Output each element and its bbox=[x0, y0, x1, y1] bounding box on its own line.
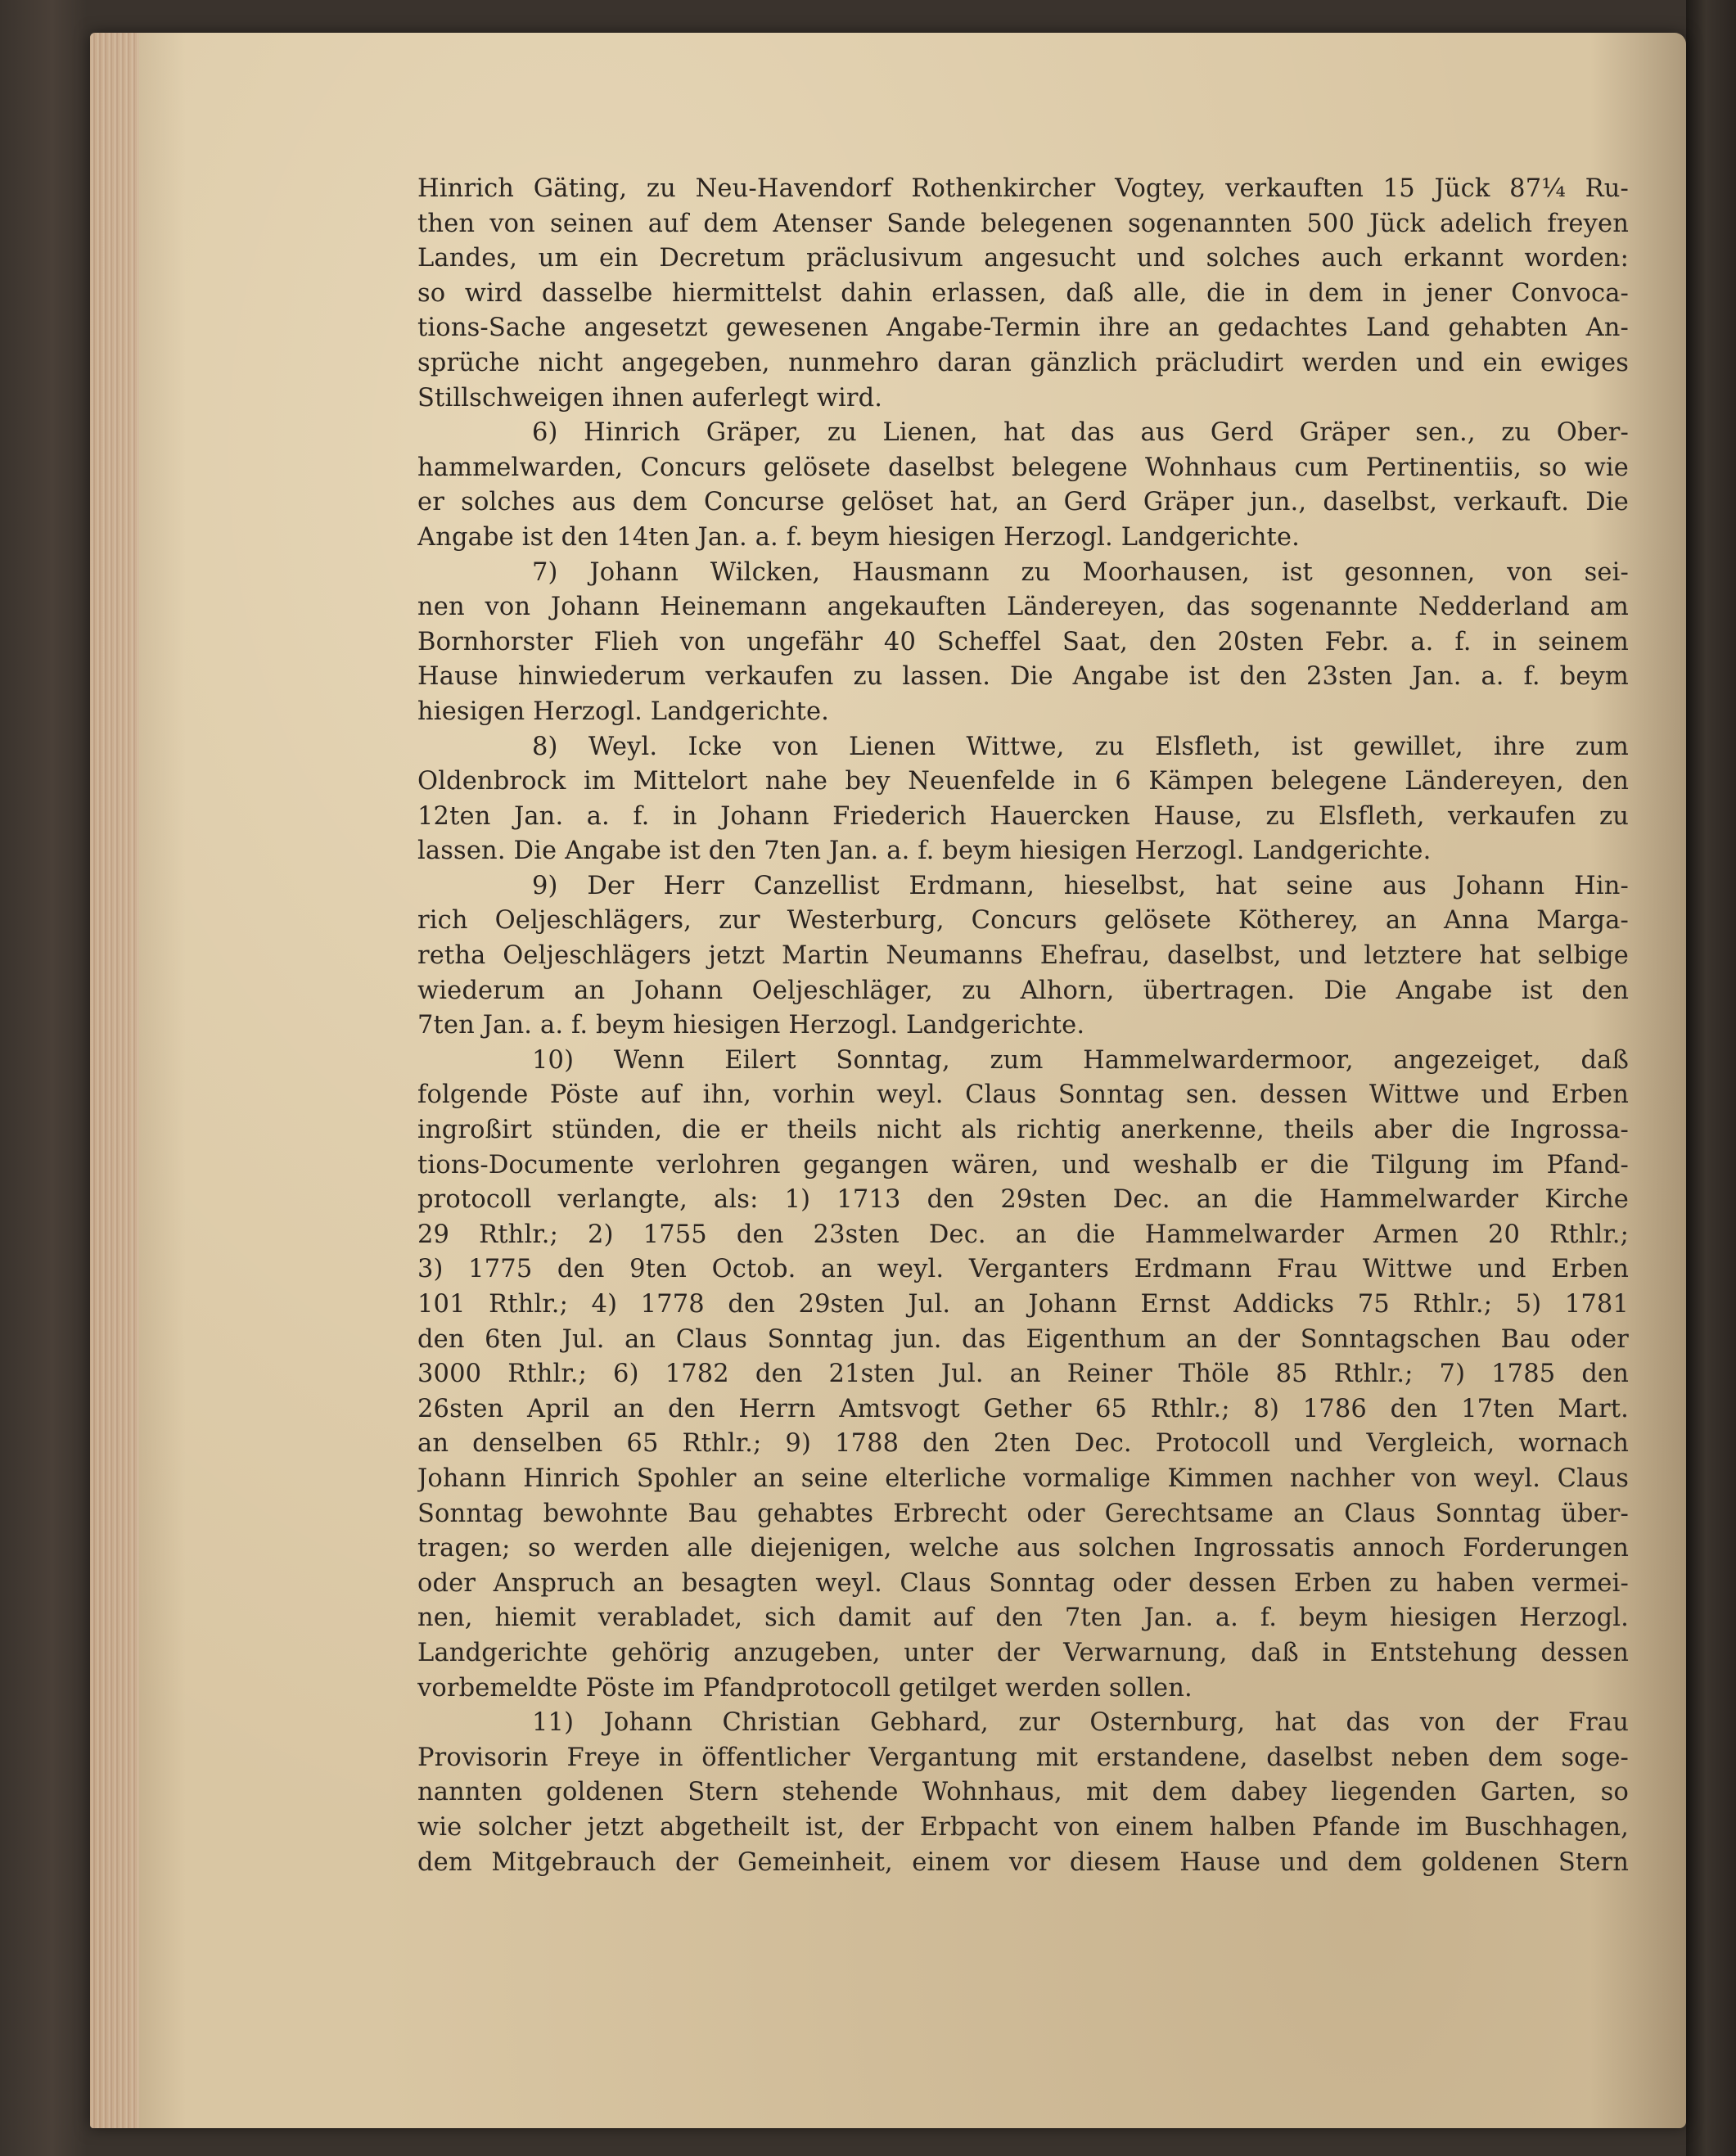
text-line: 11) Johann Christian Gebhard, zur Osternburg, hat das von der Frau bbox=[532, 1708, 1629, 1738]
text-line: then von seinen auf dem Atenser Sande belegenen sogenannten 500 Jück adelich freyen bbox=[417, 209, 1629, 238]
text-line: tions-Documente verlohren gegangen wären, und weshalb er die Tilgung im Pfand- bbox=[417, 1150, 1629, 1179]
text-line: 3000 Rthlr.; 6) 1782 den 21sten Jul. an Reiner Thöle 85 Rthlr.; 7) 1785 den bbox=[417, 1360, 1629, 1389]
text-line: wie solcher jetzt abgetheilt ist, der Erbpacht von einem halben Pfande im Buschhagen, bbox=[417, 1812, 1629, 1842]
text-line: Oldenbrock im Mittelort nahe bey Neuenfelde in 6 Kämpen belegene Ländereyen, den bbox=[417, 767, 1629, 796]
text-line: protocoll verlangte, als: 1) 1713 den 29sten Dec. an die Hammelwarder Kirche bbox=[417, 1185, 1629, 1215]
text-line: wiederum an Johann Oeljeschläger, zu Alhorn, übertragen. Die Angabe ist den bbox=[417, 976, 1629, 1005]
page-text bbox=[417, 172, 1629, 1880]
text-line: 101 Rthlr.; 4) 1778 den 29sten Jul. an Johann Ernst Addicks 75 Rthlr.; 5) 1781 bbox=[417, 1290, 1629, 1319]
text-line: 26sten April an den Herrn Amtsvogt Gether 65 Rthlr.; 8) 1786 den 17ten Mart. bbox=[417, 1394, 1629, 1423]
text-line: tions-Sache angesetzt gewesenen Angabe-Termin ihre an gedachtes Land gehabten An- bbox=[417, 313, 1629, 343]
text-line: Provisorin Freye in öffentlicher Vergantung mit erstandene, daselbst neben dem soge- bbox=[417, 1743, 1629, 1772]
text-line: den 6ten Jul. an Claus Sonntag jun. das Eigenthum an der Sonntagschen Bau oder bbox=[417, 1324, 1629, 1354]
text-line: Sonntag bewohnte Bau gehabtes Erbrecht oder Gerechtsame an Claus Sonntag über- bbox=[417, 1499, 1629, 1528]
text-line: folgende Pöste auf ihn, vorhin weyl. Claus Sonntag sen. dessen Wittwe und Erben bbox=[417, 1080, 1629, 1110]
text-line: hammelwarden, Concurs gelösete daselbst belegene Wohnhaus cum Pertinentiis, so wie bbox=[417, 453, 1629, 482]
text-line: sprüche nicht angegeben, nunmehro daran gänzlich präcludirt werden und ein ewiges bbox=[417, 348, 1629, 377]
text-line: ingroßirt stünden, die er theils nicht als richtig anerkenne, theils aber die Ingrossa- bbox=[417, 1116, 1629, 1145]
text-line: 7) Johann Wilcken, Hausmann zu Moorhausen, ist gesonnen, von sei- bbox=[532, 557, 1629, 587]
text-line: rich Oeljeschlägers, zur Westerburg, Concurs gelösete Kötherey, an Anna Marga- bbox=[417, 906, 1629, 936]
text-line: Landes, um ein Decretum präclusivum angesucht und solches auch erkannt worden: bbox=[417, 244, 1629, 273]
text-line: 10) Wenn Eilert Sonntag, zum Hammelwardermoor, angezeiget, daß bbox=[532, 1045, 1629, 1075]
text-line: 12ten Jan. a. f. in Johann Friederich Hauercken Hause, zu Elsfleth, verkaufen zu bbox=[417, 801, 1629, 831]
text-line: Johann Hinrich Spohler an seine elterliche vormalige Kimmen nachher von weyl. Claus bbox=[417, 1464, 1629, 1493]
text-line: Hause hinwiederum verkaufen zu lassen. Die Angabe ist den 23sten Jan. a. f. beym bbox=[417, 662, 1629, 692]
text-line: nannten goldenen Stern stehende Wohnhaus, mit dem dabey liegenden Garten, so bbox=[417, 1778, 1629, 1807]
text-line: an denselben 65 Rthlr.; 9) 1788 den 2ten Dec. Protocoll und Vergleich, wornach bbox=[417, 1429, 1629, 1459]
text-line: retha Oeljeschlägers jetzt Martin Neumanns Ehefrau, daselbst, und letztere hat selbige bbox=[417, 941, 1629, 971]
text-line: Hinrich Gäting, zu Neu-Havendorf Rothenkircher Vogtey, verkauften 15 Jück 87¼ Ru- bbox=[417, 174, 1629, 203]
text-line: Stillschweigen ihnen auferlegt wird. bbox=[417, 383, 883, 413]
text-line: 9) Der Herr Canzellist Erdmann, hieselbst, hat seine aus Johann Hin- bbox=[532, 871, 1629, 900]
text-line: Bornhorster Flieh von ungefähr 40 Scheffel Saat, den 20sten Febr. a. f. in seinem bbox=[417, 627, 1629, 656]
text-line: 29 Rthlr.; 2) 1755 den 23sten Dec. an die Hammelwarder Armen 20 Rthlr.; bbox=[417, 1220, 1629, 1249]
text-line: 7ten Jan. a. f. beym hiesigen Herzogl. Landgerichte. bbox=[417, 1011, 1085, 1040]
text-line: tragen; so werden alle diejenigen, welche aus solchen Ingrossatis annoch Forderungen bbox=[417, 1534, 1629, 1563]
page-stack-edge bbox=[90, 33, 139, 2128]
text-line: 6) Hinrich Gräper, zu Lienen, hat das aus Gerd Gräper sen., zu Ober- bbox=[532, 418, 1629, 448]
text-line: nen von Johann Heinemann angekauften Ländereyen, das sogenannte Nedderland am bbox=[417, 593, 1629, 622]
text-line: 3) 1775 den 9ten Octob. an weyl. Verganters Erdmann Frau Wittwe und Erben bbox=[417, 1255, 1629, 1284]
text-line: so wird dasselbe hiermittelst dahin erlassen, daß alle, die in dem in jener Convoca- bbox=[417, 278, 1629, 308]
text-line: hiesigen Herzogl. Landgerichte. bbox=[417, 697, 829, 726]
text-line: nen, hiemit verabladet, sich damit auf den 7ten Jan. a. f. beym hiesigen Herzogl. bbox=[417, 1603, 1629, 1633]
text-line: Landgerichte gehörig anzugeben, unter der Verwarnung, daß in Entstehung dessen bbox=[417, 1638, 1629, 1667]
text-line: er solches aus dem Concurse gelöset hat, an Gerd Gräper jun., daselbst, verkauft. Die bbox=[417, 488, 1629, 517]
text-line: vorbemeldte Pöste im Pfandprotocoll getilget werden sollen. bbox=[417, 1673, 1193, 1703]
adjacent-page-edge bbox=[1686, 0, 1736, 2156]
text-line: oder Anspruch an besagten weyl. Claus Sonntag oder dessen Erben zu haben vermei- bbox=[417, 1568, 1629, 1598]
text-line: 8) Weyl. Icke von Lienen Wittwe, zu Elsfleth, ist gewillet, ihre zum bbox=[532, 732, 1629, 761]
text-line: lassen. Die Angabe ist den 7ten Jan. a. f. beym hiesigen Herzogl. Landgerichte. bbox=[417, 837, 1432, 866]
text-line: Angabe ist den 14ten Jan. a. f. beym hiesigen Herzogl. Landgerichte. bbox=[417, 522, 1300, 552]
text-line: dem Mitgebrauch der Gemeinheit, einem vor diesem Hause und dem goldenen Stern bbox=[417, 1847, 1629, 1877]
